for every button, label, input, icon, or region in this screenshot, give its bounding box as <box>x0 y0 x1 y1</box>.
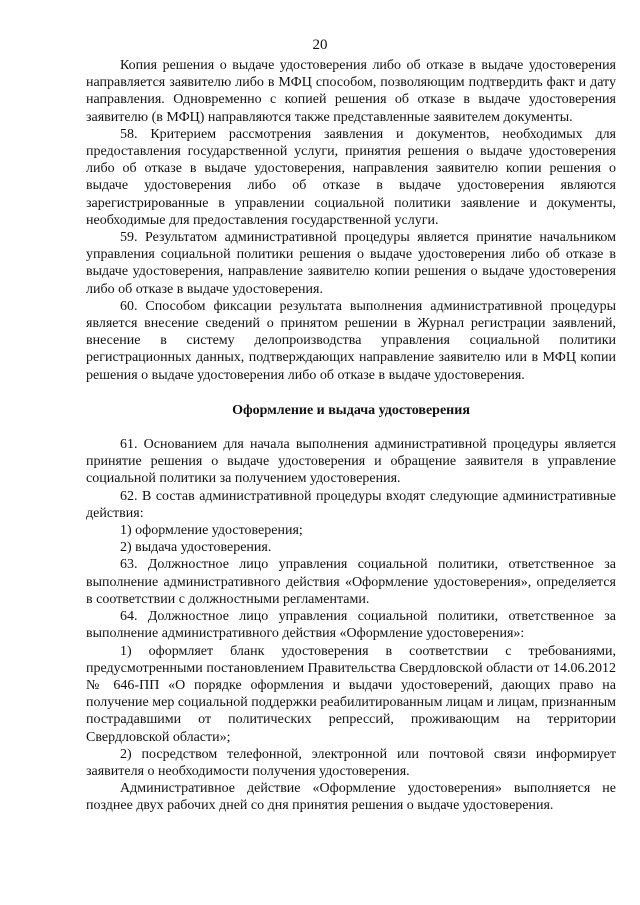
paragraph-copy-of-decision: Копия решения о выдаче удостоверения либо об отказе в выдаче удостоверения направляется заявителю либо в МФЦ способом, позволяющим подтвердить факт и дату направления. Одновременно с копией решения об отказе в выдаче удостоверения заявителю (в МФЦ) направляются также представленные заявителем документы. <box>86 58 616 125</box>
list-item-62-1: 1) оформление удостоверения; <box>120 523 303 539</box>
list-item-64-2: 2) посредством телефонной, электронной или почтовой связи информирует заявителя о необходимости получения удостоверения. <box>86 746 616 779</box>
paragraph-63: 63. Должностное лицо управления социальной политики, ответственное за выполнение административного действия «Оформление удостоверения», определяется в соответствии с должностными регламентами. <box>86 557 616 607</box>
list-item-64-1: 1) оформляет бланк удостоверения в соответствии с требованиями, предусмотренными постановлением Правительства Свердловской области от 14.06.2012 № 646-ПП «О порядке оформления и выдачи удостоверений, дающих право на получение мер социальной поддержки реабилитированным лицам и лицам, признанным пострадавшими от политических репрессий, проживающим на территории Свердловской области»; <box>86 643 616 745</box>
paragraph-62: 62. В состав административной процедуры входят следующие административные действия: <box>86 488 616 521</box>
paragraph-59: 59. Результатом административной процедуры является принятие начальником управления социальной политики решения о выдаче удостоверения либо об отказе в выдаче удостоверения, направление заявителю копии решения о выдаче удостоверения либо об отказе в выдаче удостоверения. <box>86 230 616 297</box>
paragraph-deadline: Административное действие «Оформление удостоверения» выполняется не позднее двух рабочих дней со дня принятия решения о выдаче удостоверения. <box>86 781 616 814</box>
section-heading: Оформление и выдача удостоверения <box>232 402 470 418</box>
paragraph-60: 60. Способом фиксации результата выполнения административной процедуры является внесение сведений о принятом решении в Журнал регистрации заявлений, внесение в систему делопроизводства управления социальной политики регистрационных данных, подтверждающих направление заявителю или в МФЦ копии решения о выдаче удостоверения либо об отказе в выдаче удостоверения. <box>86 298 616 383</box>
paragraph-64: 64. Должностное лицо управления социальной политики, ответственное за выполнение административного действия «Оформление удостоверения»: <box>86 609 616 642</box>
paragraph-61: 61. Основанием для начала выполнения административной процедуры является принятие решения о выдаче удостоверения и обращение заявителя в управление социальной политики за получением удостоверения. <box>86 437 616 487</box>
paragraph-58: 58. Критерием рассмотрения заявления и документов, необходимых для предоставления государственной услуги, принятия решения о выдаче удостоверения либо об отказе в выдаче удостоверения, направления заявителю копии решения о выдаче удостоверения либо об отказе в выдаче удостоверения являются зарегистрированные в управлении социальной политики заявление и документы, необходимые для предоставления государственной услуги. <box>86 126 616 228</box>
list-item-62-2: 2) выдача удостоверения. <box>120 540 272 556</box>
document-body <box>86 57 616 815</box>
page-number: 20 <box>312 37 328 53</box>
